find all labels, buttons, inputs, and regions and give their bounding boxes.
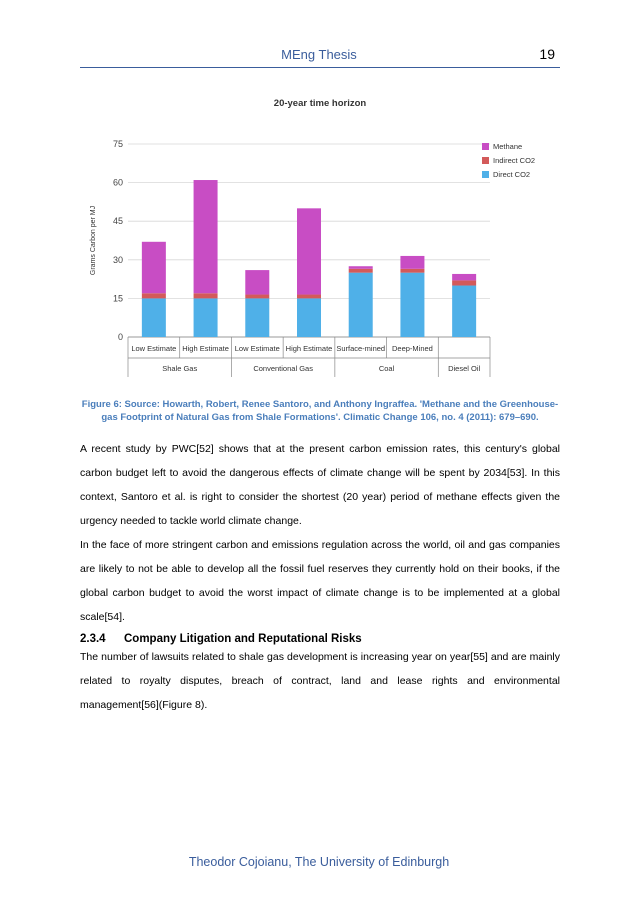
group-label: Conventional Gas <box>253 364 313 373</box>
figure-chart <box>80 85 560 390</box>
paragraph-pwc-study: A recent study by PWC[52] shows that at the present carbon emission rates, this century's global carbon budget left to avoid the dangerous effects of climate change will be spent by 2034[53]. In this context, Santoro et al. is right to consider the shortest (20 year) period of methane effects given the urgency needed to tackle world climate change. <box>80 443 560 527</box>
category-label: Surface-mined <box>336 344 386 353</box>
chart-y-ticks <box>113 139 123 342</box>
bar-segment-direct-co2 <box>245 298 269 337</box>
group-label: Shale Gas <box>162 364 198 373</box>
bar-segment-indirect-co2 <box>194 293 218 298</box>
chart-title: 20-year time horizon <box>273 98 367 109</box>
bar-segment-indirect-co2 <box>349 269 373 273</box>
page-number: 19 <box>539 46 555 62</box>
bar-segment-direct-co2 <box>142 298 166 337</box>
legend-label: Direct CO2 <box>493 170 531 179</box>
bar-segment-indirect-co2 <box>400 269 424 273</box>
group-label: Diesel Oil <box>448 364 481 373</box>
bar-segment-indirect-co2 <box>297 295 321 299</box>
category-label: Low Estimate <box>131 344 177 353</box>
chart-categories <box>128 337 490 377</box>
y-tick-label: 45 <box>112 216 123 227</box>
section-number: 2.3.4 <box>80 633 106 645</box>
bar-segment-direct-co2 <box>349 273 373 337</box>
bar-segment-methane <box>245 270 269 294</box>
bar-segment-methane <box>297 208 321 294</box>
legend-swatch <box>482 143 489 150</box>
bar-segment-methane <box>142 242 166 293</box>
running-header-title: MEng Thesis <box>281 47 357 62</box>
legend-label: Methane <box>493 142 523 151</box>
chart-legend <box>482 142 535 179</box>
bar-segment-indirect-co2 <box>142 293 166 298</box>
chart-y-axis-label: Grams Carbon per MJ <box>90 205 97 276</box>
bar-segment-methane <box>194 180 218 293</box>
bar-segment-indirect-co2 <box>452 280 476 285</box>
paragraph-lawsuits: The number of lawsuits related to shale gas development is increasing year on year[55] and are mainly related to royalty disputes, breach of contract, land and lease rights and environmental management[56](Figure 8). <box>80 651 560 711</box>
category-label: High Estimate <box>182 344 229 353</box>
y-tick-label: 30 <box>112 254 123 265</box>
category-label: Deep-Mined <box>391 344 433 353</box>
bar-segment-direct-co2 <box>297 298 321 337</box>
bar-segment-indirect-co2 <box>245 295 269 299</box>
group-label: Coal <box>378 364 395 373</box>
bar-segment-methane <box>349 266 373 269</box>
chart-bars <box>142 180 476 337</box>
y-tick-label: 0 <box>117 332 123 342</box>
legend-swatch <box>482 157 489 164</box>
bar-segment-direct-co2 <box>400 273 424 337</box>
y-tick-label: 75 <box>112 139 123 149</box>
bar-segment-direct-co2 <box>194 298 218 337</box>
figure-caption: Figure 6: Source: Howarth, Robert, Renee Santoro, and Anthony Ingraffea. 'Methane and the Greenhouse-gas Footprint of Natural Gas from Shale Formations'. Climatic Change 106, no. 4 (2011): 679–690. <box>81 399 559 423</box>
section-heading <box>80 633 362 645</box>
y-tick-label: 15 <box>112 293 123 304</box>
paragraph-carbon-regulation: In the face of more stringent carbon and emissions regulation across the world, oil and gas companies are likely to not be able to develop all the fossil fuel reserves they currently hold on their books, if the global carbon budget to avoid the worst impact of climate change is to be implemented at a global scale[54]. <box>80 539 560 623</box>
section-title: Company Litigation and Reputational Risks <box>123 633 362 645</box>
page-footer: Theodor Cojoianu, The University of Edinburgh <box>188 855 450 869</box>
category-label: High Estimate <box>285 344 333 353</box>
bar-segment-methane <box>452 274 476 280</box>
legend-swatch <box>482 171 489 178</box>
y-tick-label: 60 <box>112 177 123 188</box>
legend-label: Indirect CO2 <box>493 156 536 165</box>
bar-segment-direct-co2 <box>452 286 476 337</box>
bar-segment-methane <box>400 256 424 269</box>
category-label: Low Estimate <box>234 344 280 353</box>
header-divider <box>80 67 560 68</box>
